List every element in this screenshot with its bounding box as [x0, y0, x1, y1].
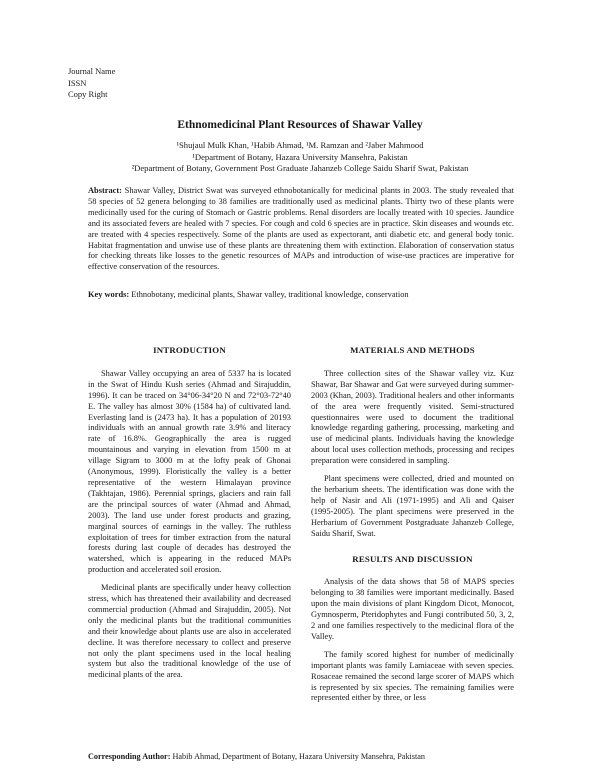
results-paragraph: Analysis of the data shows that 58 of MAPS species belonging to 38 families were important medicinally. Based upon the main divisions of plant Kingdom Dicot, Monocot, Gymnosperm, Pteridophytes and Fungi contributed 50, 3, 2, 2 and one families respectively to the medicinal flora of the Valley.	[311, 577, 514, 641]
results-paragraph: The family scored highest for number of medicinally important plants was family Lamiaceae with seven species. Rosaceae remained the second large scorer of MAPS which is represented by six species. The remaining families were represented either by three, or less	[311, 649, 514, 703]
journal-copyright: Copy Right	[68, 89, 108, 99]
results-heading: RESULTS AND DISCUSSION	[352, 553, 473, 564]
author-names: ¹Shujaul Mulk Khan, ¹Habib Ahmad, ¹M. Ramzan and ²Jaber Mahmood	[176, 140, 424, 150]
corresponding-author	[88, 752, 528, 762]
corresponding-text: Habib Ahmad, Department of Botany, Hazara University Mansehra, Pakistan	[172, 752, 425, 761]
journal-info	[68, 66, 115, 101]
abstract-text: Shawar Valley, District Swat was surveyed ethnobotanically for medicinal plants in 2003. The study revealed that 58 species of 52 genera belonging to 38 families are traditionally used as medicinal plants. Thirty two of these plants were medicinally used for the curing of Stomach or Gastric problems. Renal disorders are locally treated with 10 species. Jaundice and its associated fevers are healed with 7 species. For cough and cold 6 species are in practice. Skin diseases and wounds etc. are treated with 4 species respectively. Some of the plants are used as expectorant, anti diabetic etc. and general body tonic. Habitat fragmentation and unwise use of these plants are threatening them with extinction. Elaboration of conservation status for checking threats like losses to the genetic resources of MAPs and introduction of wise-use practices are imperative for effective conservation of the resources.	[88, 186, 515, 272]
paper-title: Ethnomedicinal Plant Resources of Shawar Valley	[177, 119, 423, 131]
abstract	[88, 186, 514, 273]
introduction-paragraph: Medicinal plants are specifically under heavy collection stress, which has threatened their availability and decreased commercial production (Ahmad and Sirajuddin, 2005). Not only the medicinal plants but the traditional communities and their knowledge about plants use are also in accelerated decline. It was therefore necessary to collect and preserve not only the plant specimens used in the local healing system but also the traditional knowledge of the use of medicinal plants of the area.	[88, 583, 291, 680]
introduction-heading: INTRODUCTION	[153, 345, 226, 355]
keywords-label: Key words:	[88, 290, 130, 299]
materials-methods-heading: MATERIALS AND METHODS	[350, 345, 475, 355]
keywords-text: Ethnobotany, medicinal plants, Shawar valley, traditional knowledge, conservation	[131, 290, 409, 299]
introduction-paragraph: Shawar Valley occupying an area of 5337 ha is located in the Swat of Hindu Kush series (Ahmad and Sirajuddin, 1996). It can be traced on 34°06-34°20 N and 72°03-72°40 E. The valley has almost 30% (1584 ha) of cultivated land. Everlasting land is (2473 ha). It has a population of 20193 individuals with an annual growth rate 3.9% and literacy rate of 16.8%. Geographically the area is rugged mountainous and varying in elevation from 1500 m at village Sigram to 3000 m at the lofty peak of Ghonai (Anonymous, 1999). Floristically the valley is a better representative of the western Himalayan province (Takhtajan, 1986). Perennial springs, glaciers and rain fall are the principal sources of water (Ahmad and Ahmad, 2003). The land use under forest products and grazing, marginal sources of earnings in the valley. The ruthless exploitation of trees for timber extraction from the natural forests during last couple of decades has destroyed the watershed, which is appearing in the reduced MAPs production and accelerated soil erosion.	[88, 368, 291, 575]
journal-issn: ISSN	[68, 77, 87, 88]
keywords	[88, 290, 514, 301]
corresponding-label: Corresponding Author:	[88, 752, 171, 761]
author-affiliation-1: ¹Department of Botany, Hazara University Mansehra, Pakistan	[192, 151, 408, 162]
right-column	[311, 345, 514, 711]
author-block	[0, 140, 600, 175]
materials-methods-paragraph: Three collection sites of the Shawar valley viz. Kuz Shawar, Bar Shawar and Gat were surveyed during summer-2003 (Khan, 2003). Traditional healers and other informants of the area were frequently visited. Semi-structured questionnaires were used to document the traditional knowledge regarding gathering, processing, marketing and use of medicinal plants. Individuals having the knowledge about local uses collection methods, processing and recipes preparation were considered in sampling.	[311, 368, 514, 466]
left-column	[88, 345, 291, 688]
journal-name: Journal Name	[68, 66, 116, 76]
author-affiliation-2: ²Department of Botany, Government Post Graduate Jahanzeb College Saidu Sharif Swat, Pakistan	[131, 163, 469, 173]
materials-methods-paragraph: Plant specimens were collected, dried and mounted on the herbarium sheets. The identification was done with the help of Nasir and Ali (1971-1995) and Ali and Qaiser (1995-2005). The plant specimens were preserved in the Herbarium of Government Postgraduate Jahanzeb College, Saidu Sharif, Swat.	[311, 474, 514, 538]
abstract-label: Abstract:	[88, 186, 122, 195]
